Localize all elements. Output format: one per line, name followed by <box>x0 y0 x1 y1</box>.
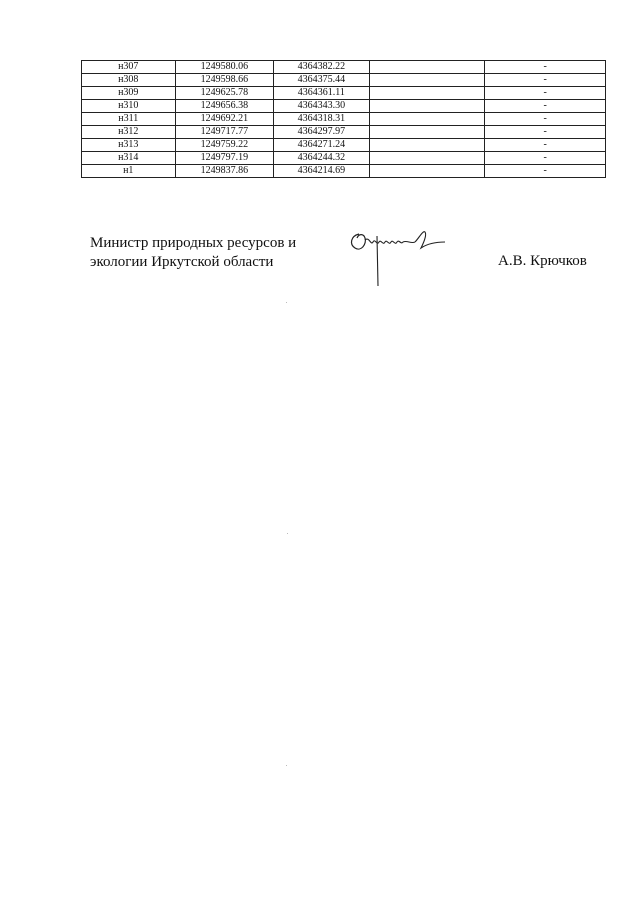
blank-cell <box>369 152 485 165</box>
table-row <box>82 61 606 74</box>
point-cell: н312 <box>82 126 176 139</box>
point-cell: н308 <box>82 74 176 87</box>
table-row <box>82 74 606 87</box>
blank-cell <box>369 165 485 178</box>
table-row <box>82 152 606 165</box>
dash-cell: - <box>485 87 606 100</box>
y-coordinate-cell: 4364214.69 <box>274 165 370 178</box>
y-coordinate-cell: 4364244.32 <box>274 152 370 165</box>
y-coordinate-cell: 4364375.44 <box>274 74 370 87</box>
coordinates-table-body <box>82 61 606 178</box>
dash-cell: - <box>485 74 606 87</box>
scan-speck <box>286 765 287 766</box>
point-cell: н310 <box>82 100 176 113</box>
scan-speck <box>287 533 288 534</box>
point-cell: н311 <box>82 113 176 126</box>
blank-cell <box>369 113 485 126</box>
signatory-name: А.В. Крючков <box>498 253 587 269</box>
signatory-title <box>90 234 296 272</box>
y-coordinate-cell: 4364382.22 <box>274 61 370 74</box>
dash-cell: - <box>485 152 606 165</box>
x-coordinate-cell: 1249580.06 <box>175 61 274 74</box>
table-row <box>82 87 606 100</box>
point-cell: н313 <box>82 139 176 152</box>
dash-cell: - <box>485 113 606 126</box>
blank-cell <box>369 74 485 87</box>
x-coordinate-cell: 1249598.66 <box>175 74 274 87</box>
dash-cell: - <box>485 139 606 152</box>
x-coordinate-cell: 1249692.21 <box>175 113 274 126</box>
blank-cell <box>369 87 485 100</box>
point-cell: н307 <box>82 61 176 74</box>
y-coordinate-cell: 4364297.97 <box>274 126 370 139</box>
x-coordinate-cell: 1249759.22 <box>175 139 274 152</box>
blank-cell <box>369 126 485 139</box>
blank-cell <box>369 100 485 113</box>
x-coordinate-cell: 1249797.19 <box>175 152 274 165</box>
scan-speck <box>286 302 287 303</box>
y-coordinate-cell: 4364318.31 <box>274 113 370 126</box>
signatory-title-line-1: Министр природных ресурсов и <box>90 235 297 251</box>
dash-cell: - <box>485 165 606 178</box>
y-coordinate-cell: 4364271.24 <box>274 139 370 152</box>
blank-cell <box>369 139 485 152</box>
dash-cell: - <box>485 61 606 74</box>
table-row <box>82 165 606 178</box>
dash-cell: - <box>485 100 606 113</box>
blank-cell <box>369 61 485 74</box>
signatory-title-line-2: экологии Иркутской области <box>90 254 274 270</box>
handwritten-signature <box>345 222 460 287</box>
table-row <box>82 100 606 113</box>
x-coordinate-cell: 1249837.86 <box>175 165 274 178</box>
table-row <box>82 113 606 126</box>
point-cell: н1 <box>82 165 176 178</box>
coordinates-table <box>81 60 606 178</box>
y-coordinate-cell: 4364361.11 <box>274 87 370 100</box>
x-coordinate-cell: 1249717.77 <box>175 126 274 139</box>
table-row <box>82 126 606 139</box>
point-cell: н314 <box>82 152 176 165</box>
point-cell: н309 <box>82 87 176 100</box>
x-coordinate-cell: 1249625.78 <box>175 87 274 100</box>
dash-cell: - <box>485 126 606 139</box>
y-coordinate-cell: 4364343.30 <box>274 100 370 113</box>
table-row <box>82 139 606 152</box>
x-coordinate-cell: 1249656.38 <box>175 100 274 113</box>
